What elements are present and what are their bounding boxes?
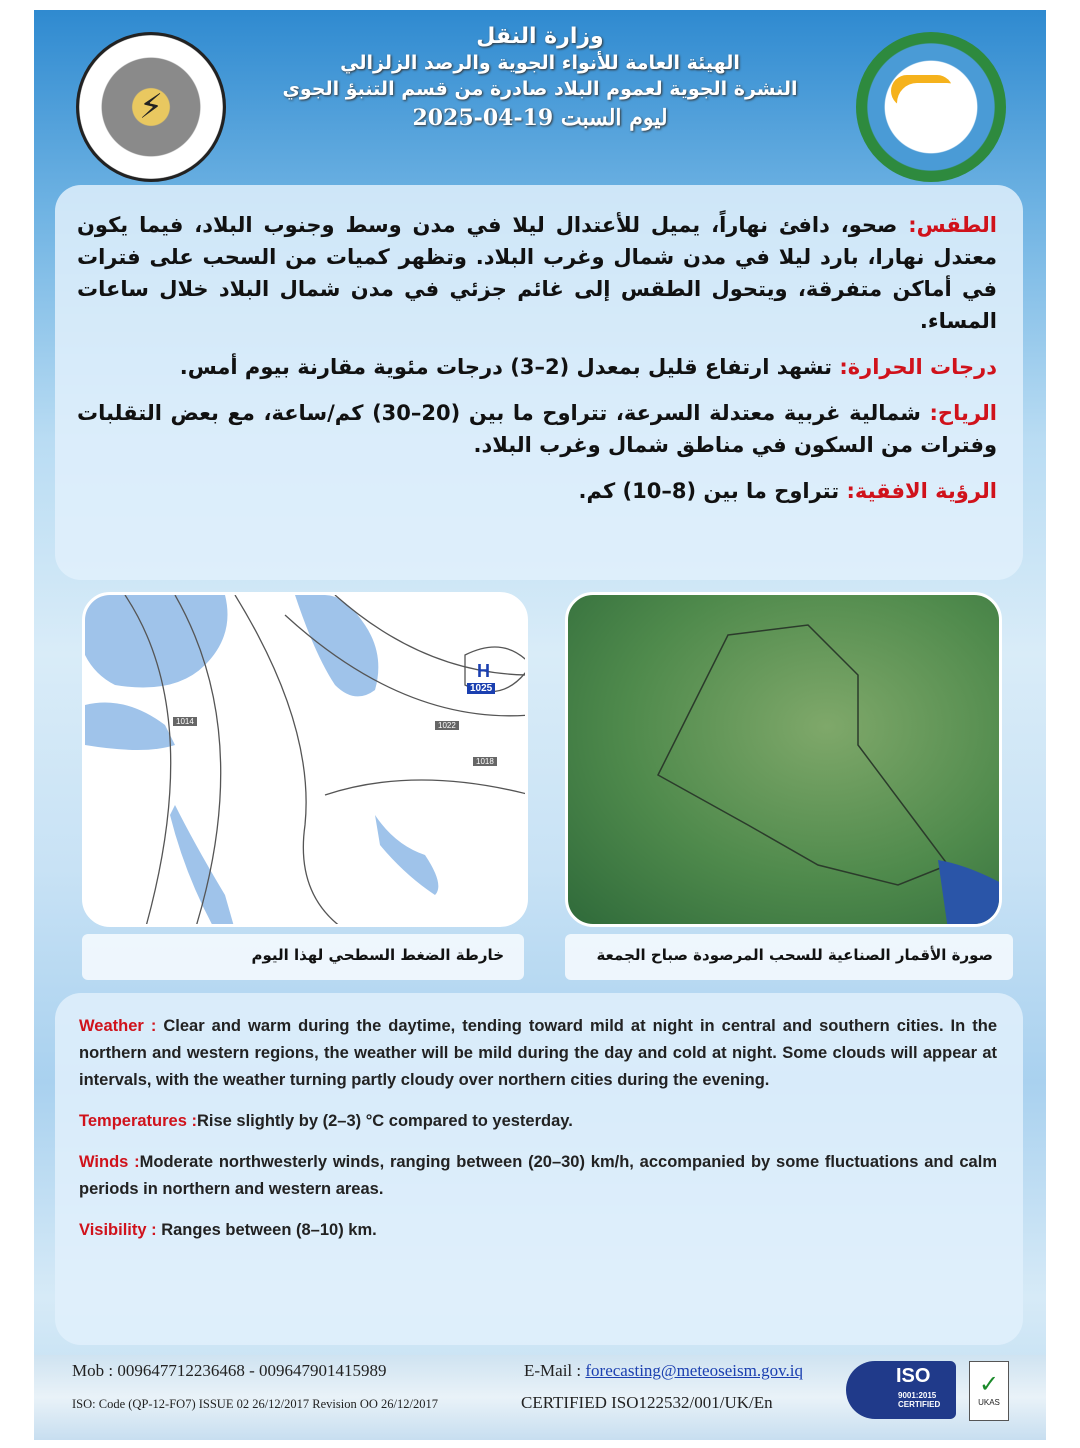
arabic-winds bbox=[77, 397, 997, 461]
text: Rise slightly by (2–3) °C compared to yesterday. bbox=[196, 1112, 573, 1130]
certified-text: CERTIFIED ISO122532/001/UK/En bbox=[521, 1393, 773, 1412]
forecasting-dept-logo bbox=[76, 32, 226, 182]
email-line bbox=[524, 1361, 803, 1381]
lightning-icon: ⚡ bbox=[139, 87, 163, 127]
email-label: E-Mail : bbox=[524, 1361, 586, 1380]
iso-badge-sub: 9001:2015 CERTIFIED bbox=[898, 1391, 941, 1409]
label: درجات الحرارة: bbox=[839, 355, 997, 379]
arabic-forecast-card bbox=[55, 185, 1023, 580]
iraq-outline-drawing bbox=[568, 595, 1002, 927]
iraq-meteorological-logo bbox=[856, 32, 1006, 182]
english-winds bbox=[79, 1149, 997, 1203]
label: الرياح: bbox=[929, 401, 997, 425]
isobar-label: 1018 bbox=[473, 757, 497, 766]
high-pressure-label: H bbox=[477, 661, 490, 681]
label: Temperatures : bbox=[79, 1112, 197, 1130]
authority-title: الهيئة العامة للأنواء الجوية والرصد الزلزالي bbox=[340, 52, 740, 74]
satellite-caption: صورة الأقمار الصناعية للسحب المرصودة صباح الجمعة bbox=[565, 934, 1013, 980]
isobar-label: 1022 bbox=[435, 721, 459, 730]
label: Winds : bbox=[79, 1153, 140, 1171]
email-link[interactable]: forecasting@meteoseism.gov.iq bbox=[585, 1361, 803, 1380]
map-caption: خارطة الضغط السطحي لهذا اليوم bbox=[82, 934, 524, 980]
surface-pressure-map bbox=[82, 592, 528, 927]
ministry-title: وزارة النقل bbox=[476, 24, 604, 49]
iso-badge bbox=[846, 1361, 956, 1419]
high-pressure-value: 1025 bbox=[467, 683, 495, 694]
english-visibility bbox=[79, 1217, 997, 1244]
text: شمالية غربية معتدلة السرعة، تتراوح ما بين (20–30) كم/ساعة، مع بعض التقلبات وفترات من السكون في مناطق شمال وغرب البلاد. bbox=[77, 401, 997, 457]
text: تتراوح ما بين (8–10) كم. bbox=[578, 479, 847, 503]
bulletin-page bbox=[34, 10, 1046, 1440]
text: تشهد ارتفاع قليل بمعدل (2–3) درجات مئوية مقارنة بيوم أمس. bbox=[179, 355, 840, 379]
english-forecast-card bbox=[55, 993, 1023, 1345]
footer bbox=[34, 1355, 1046, 1440]
arabic-visibility bbox=[77, 475, 997, 507]
text: Ranges between (8–10) km. bbox=[161, 1221, 377, 1239]
label: Visibility : bbox=[79, 1221, 162, 1239]
text: صحو، دافئ نهاراً، يميل للأعتدال ليلا في مدن وسط وجنوب البلاد، فيما يكون معتدل نهارا، بارد ليلا في مدن شمال وغرب البلاد. وتظهر كميات من السحب على فترات في أماكن متفرقة، ويتحول الطقس إلى غائم جزئي في مدن شمال البلاد خلال ساعات المساء. bbox=[77, 213, 997, 333]
label: الرؤية الافقية: bbox=[846, 479, 997, 503]
english-weather bbox=[79, 1013, 997, 1094]
ukas-badge: ✓ UKAS bbox=[969, 1361, 1009, 1421]
bulletin-title: النشرة الجوية لعموم البلاد صادرة من قسم التنبؤ الجوي bbox=[282, 78, 798, 100]
arabic-temperature bbox=[77, 351, 997, 383]
bulletin-date: ليوم السبت 19-04-2025 bbox=[412, 105, 668, 131]
iso-badge-title: ISO bbox=[896, 1365, 931, 1387]
label: Weather : bbox=[79, 1017, 164, 1035]
text: Moderate northwesterly winds, ranging between (20–30) km/h, accompanied by some fluctuations and calm periods in northern and western areas. bbox=[79, 1153, 997, 1198]
english-temperature bbox=[79, 1108, 997, 1135]
sun-cloud-icon bbox=[897, 83, 967, 123]
header-titles bbox=[234, 24, 846, 134]
label: الطقس: bbox=[908, 213, 997, 237]
pressure-map-drawing bbox=[85, 595, 528, 927]
arabic-weather bbox=[77, 209, 997, 337]
satellite-image bbox=[565, 592, 1002, 927]
header bbox=[34, 10, 1046, 180]
iso-code: ISO: Code (QP-12-FO7) ISSUE 02 26/12/2017 Revision OO 26/12/2017 bbox=[72, 1397, 438, 1411]
mobile-numbers: Mob : 009647712236468 - 009647901415989 bbox=[72, 1361, 387, 1380]
text: Clear and warm during the daytime, tending toward mild at night in central and southern cities. In the northern and western regions, the weather will be mild during the day and cold at night. Some clouds will appear at intervals, with the weather turning partly cloudy over northern cities during the evening. bbox=[79, 1017, 997, 1089]
isobar-label: 1014 bbox=[173, 717, 197, 726]
